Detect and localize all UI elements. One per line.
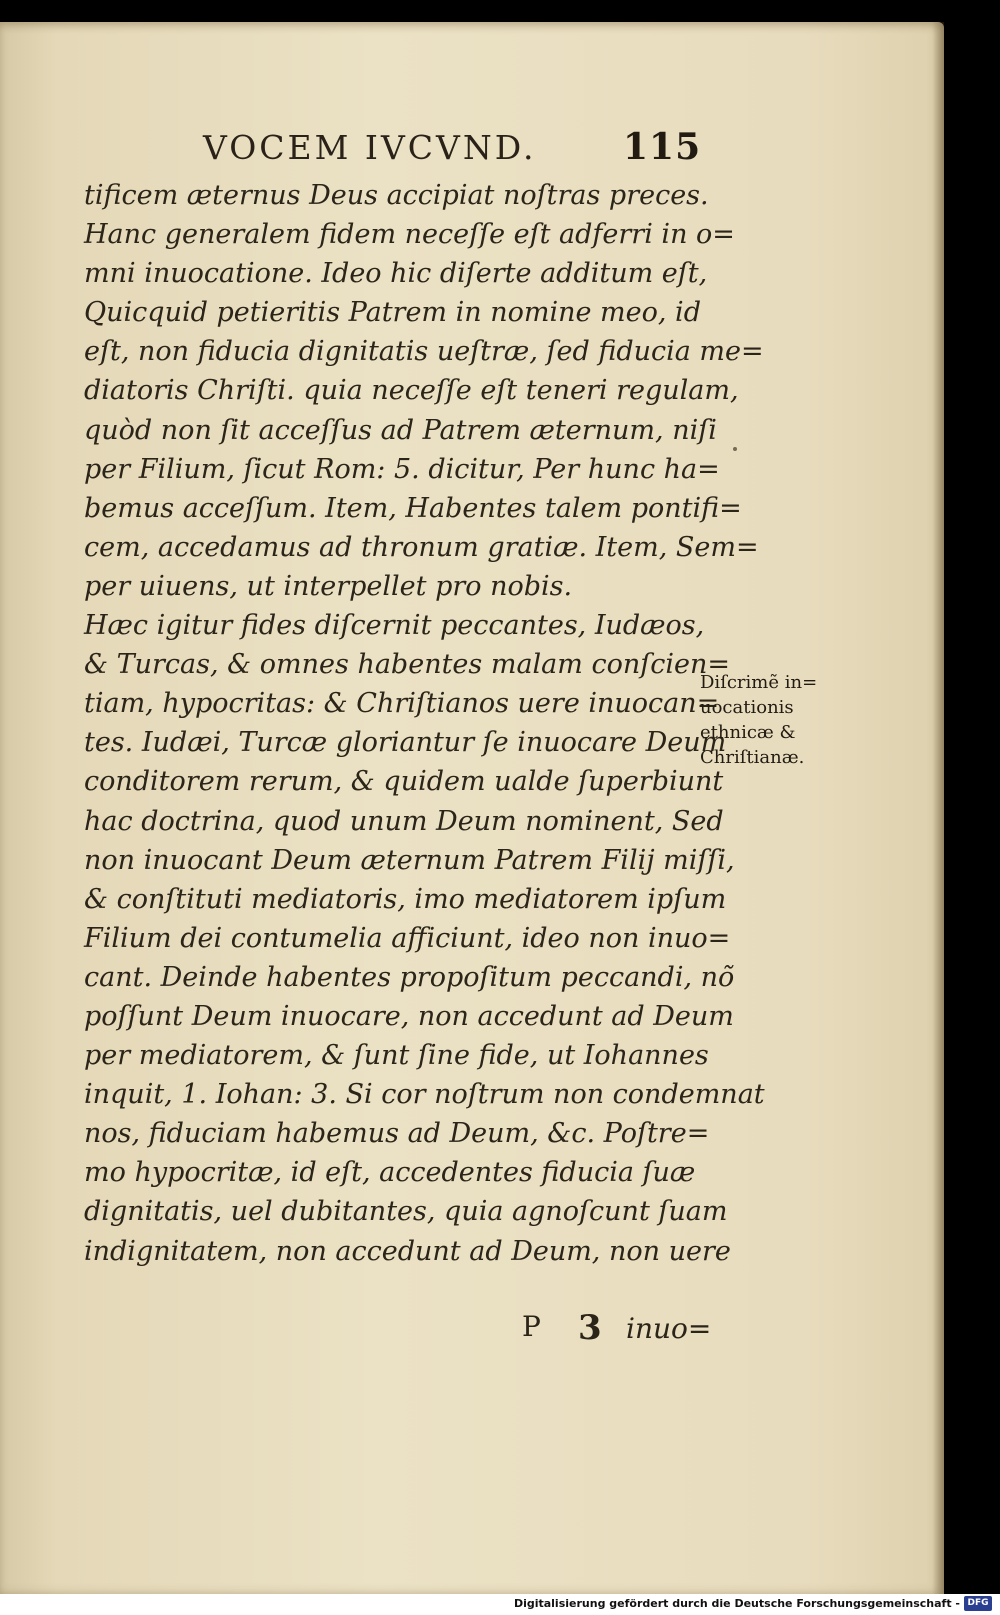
text-line: per Filium, ſicut Rom: 5. dicitur, Per hunc ha=	[84, 453, 720, 485]
text-line: Quicquid petieritis Patrem in nomine meo, id	[84, 297, 701, 329]
signature-number: 3	[578, 1308, 602, 1348]
text-line: inquit, 1. Iohan: 3. Si cor noſtrum non condemnat	[84, 1079, 765, 1111]
text-line: conditorem rerum, & quidem ualde ſuperbiunt	[84, 766, 724, 798]
footer-bar	[0, 1594, 1000, 1615]
text-line: Hæc igitur fides diſcernit peccantes, Iudæos,	[84, 610, 705, 642]
marginal-line: uocationis	[700, 697, 794, 718]
marginal-line: Chriſtianæ.	[700, 747, 805, 768]
marginal-line: ethnicæ &	[700, 722, 796, 743]
text-line: quòd non ſit acceſſus ad Patrem æternum, niſi	[84, 414, 717, 446]
page-number: 115	[623, 126, 702, 168]
marginal-line: Diſcrimẽ in=	[700, 672, 818, 693]
text-line: tiam, hypocritas: & Chriſtianos uere inuocan=	[84, 688, 720, 720]
text-line: indignitatem, non accedunt ad Deum, non uere	[84, 1235, 731, 1267]
text-line: bemus acceſſum. Item, Habentes talem pontifi=	[84, 492, 742, 524]
text-line: eſt, non fiducia dignitatis ueſtræ, ſed fiducia me=	[84, 336, 764, 368]
text-line: dignitatis, uel dubitantes, quia agnoſcunt ſuam	[84, 1196, 728, 1228]
catchword: inuo=	[626, 1312, 712, 1345]
text-line: per uiuens, ut interpellet pro nobis.	[84, 570, 573, 602]
text-line: diatoris Chriſti. quia neceſſe eſt teneri regulam,	[84, 375, 739, 407]
text-line: poſſunt Deum inuocare, non accedunt ad Deum	[84, 1000, 734, 1032]
text-line: non inuocant Deum æternum Patrem Filij miſſi,	[84, 844, 735, 876]
dfg-logo-icon: DFG	[964, 1596, 992, 1611]
text-line: Filium dei contumelia afficiunt, ideo non inuo=	[84, 922, 731, 954]
marginal-note	[700, 670, 850, 770]
running-head: VOCEM IVCVND.	[203, 128, 537, 167]
text-line: mni inuocatione. Ideo hic diſerte additum eſt,	[84, 258, 708, 290]
signature-mark: P	[522, 1310, 541, 1343]
text-line: tes. Iudæi, Turcæ gloriantur ſe inuocare Deum	[84, 727, 727, 759]
text-line: nos, fiduciam habemus ad Deum, &c. Poſtre=	[84, 1118, 710, 1150]
text-line: & conſtituti mediatoris, imo mediatorem ipſum	[84, 883, 727, 915]
text-line: hac doctrina, quod unum Deum nominent, Sed	[84, 805, 724, 837]
footer-credit: Digitalisierung gefördert durch die Deutsche Forschungsgemeinschaft -	[513, 1597, 960, 1610]
text-line: cant. Deinde habentes propoſitum peccandi, nõ	[84, 961, 735, 993]
page-header	[0, 106, 944, 166]
text-line: mo hypocritæ, id eſt, accedentes fiducia ſuæ	[84, 1157, 696, 1189]
text-line: tificem æternus Deus accipiat noſtras preces.	[84, 180, 709, 211]
text-line: per mediatorem, & ſunt ſine fide, ut Iohannes	[84, 1040, 709, 1072]
text-line: cem, accedamus ad thronum gratiæ. Item, Sem=	[84, 531, 759, 563]
ink-speck	[733, 447, 737, 451]
text-line: Hanc generalem fidem neceſſe eſt adferri in o=	[84, 219, 735, 251]
text-line: & Turcas, & omnes habentes malam conſcien=	[84, 649, 730, 681]
